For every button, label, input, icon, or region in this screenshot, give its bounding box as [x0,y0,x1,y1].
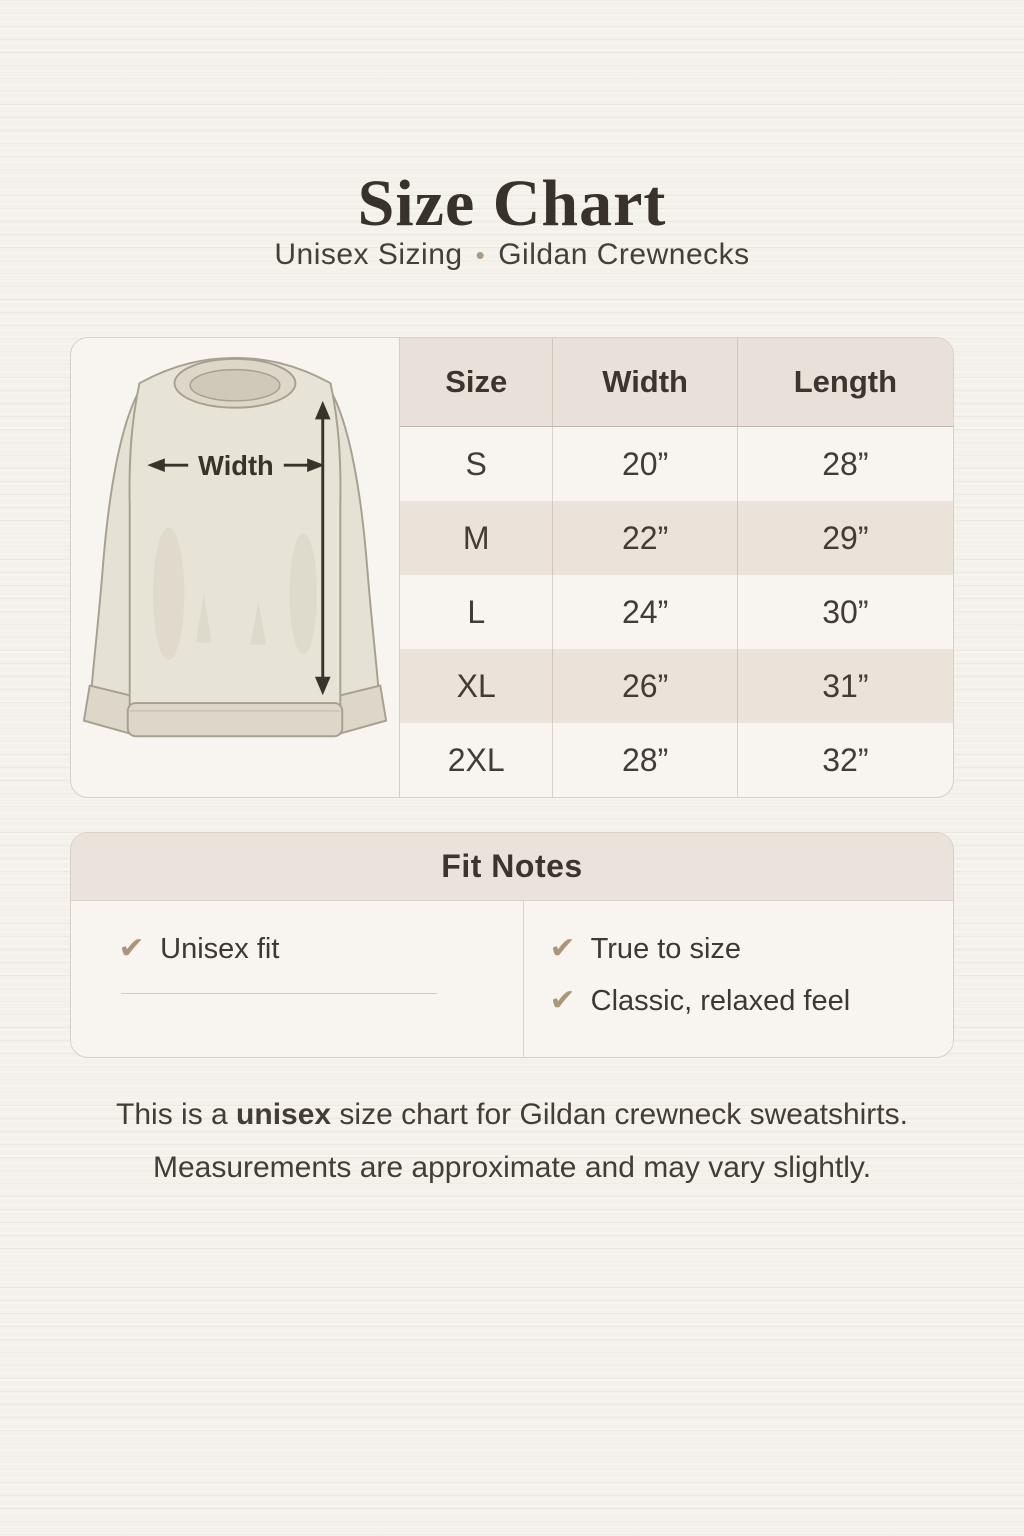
sweatshirt-diagram [71,338,399,797]
column-header-size: Size [400,338,553,426]
table-row [400,427,953,501]
subtitle-right: Gildan Crewnecks [498,238,750,271]
fit-notes-left-column [71,901,524,1057]
size-table-header [400,338,953,427]
column-header-length: Length [793,364,898,399]
column-header-width: Width [553,338,737,426]
check-icon: ✔ [118,931,145,966]
length-cell: 31” [822,667,869,704]
fit-notes-card [70,832,954,1058]
footer-line1-prefix: This is a [116,1098,237,1131]
width-cell: 28” [553,723,737,797]
width-cell: 22” [553,501,737,575]
length-cell: 30” [822,593,869,630]
width-cell: 24” [553,575,737,649]
check-icon: ✔ [548,931,576,966]
page-title: Size Chart [357,167,667,241]
size-table [399,338,953,797]
subtitle [0,238,1024,272]
table-row [400,501,953,575]
width-label: Width [198,449,274,481]
size-chart-card [70,337,954,798]
size-cell: M [400,501,553,575]
footer-line-1 [0,1098,1024,1132]
fit-note-label: Unisex fit [160,932,280,965]
fit-notes-body [71,901,953,1057]
table-row [400,649,953,723]
list-item [550,931,910,967]
size-cell: S [400,427,553,501]
fit-notes-title: Fit Notes [71,833,953,901]
table-row [400,723,953,797]
divider [121,993,437,994]
length-cell: 32” [822,741,869,778]
footer-note [0,1098,1024,1204]
footer-line1-suffix: size chart for Gildan crewneck sweatshirts. [331,1098,908,1131]
width-cell: 26” [553,649,737,723]
width-cell: 20” [553,427,737,501]
check-icon: ✔ [548,983,576,1018]
size-cell: 2XL [400,723,553,797]
fit-note-label: Classic, relaxed feel [590,984,851,1017]
table-row [400,575,953,649]
sweatshirt-illustration [79,350,391,750]
fit-notes-right-column [524,901,954,1057]
fit-note-label: True to size [590,932,742,965]
subtitle-left: Unisex Sizing [274,238,463,271]
size-cell: L [400,575,553,649]
list-item [550,983,910,1019]
length-cell: 28” [822,445,869,482]
separator-dot-icon: • [475,240,486,270]
footer-line-2: Measurements are approximate and may vary slightly. [152,1151,872,1184]
length-cell: 29” [822,519,869,556]
footer-line1-bold: unisex [236,1098,332,1131]
size-cell: XL [400,649,553,723]
list-item [119,931,479,967]
